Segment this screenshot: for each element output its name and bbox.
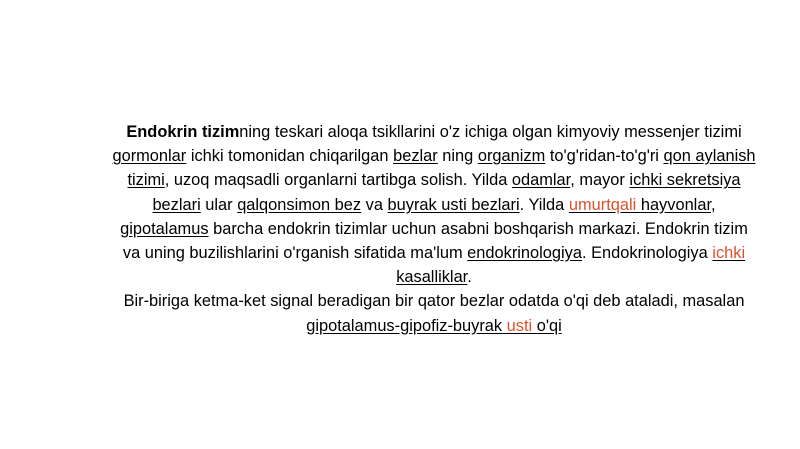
text-run: ning xyxy=(437,147,478,166)
text-run: ning teskari aloqa tsikllarini o'z ichiga olgan kimyoviy messenjer tizimi xyxy=(239,123,742,141)
text-run: . Endokrinologiya xyxy=(582,244,713,263)
text-run: Bir-biriga ketma-ket signal beradigan bir qator bezlar odatda o'qi deb ataladi, masalan xyxy=(123,292,745,311)
text-run: . xyxy=(467,268,472,287)
text-run: . Yilda xyxy=(519,195,569,214)
text-run: barcha endokrin tizimlar uchun asabni boshqarish markazi. Endokrin tizim va uning buzilishlarini o'rganish sifatida ma'lum xyxy=(122,219,748,263)
link-buyrak-usti-bezlari[interactable]: buyrak usti bezlari xyxy=(387,195,520,214)
text-run: va xyxy=(361,195,388,214)
link-qalqonsimon-bez[interactable]: qalqonsimon bez xyxy=(237,195,362,214)
link-gormonlar[interactable]: gormonlar xyxy=(112,147,187,166)
text-run: , mayor xyxy=(570,171,630,190)
paragraph-endocrine-system xyxy=(112,120,756,289)
link-gipotalamus[interactable]: gipotalamus xyxy=(120,219,209,238)
link-umurtqali[interactable]: umurtqali xyxy=(568,195,641,214)
link-usti[interactable]: usti xyxy=(502,316,533,335)
link-kasalliklar[interactable]: kasalliklar xyxy=(396,268,468,287)
link-bezlar[interactable]: bezlar xyxy=(393,147,438,166)
text-block xyxy=(112,120,756,338)
link-odamlar[interactable]: odamlar xyxy=(511,171,571,190)
link-qon-aylanish-tizimi[interactable]: qon aylanish tizimi xyxy=(127,147,756,190)
link-ichki-sekretsiya-bezlari[interactable]: ichki sekretsiya bezlari xyxy=(152,171,741,214)
text-run: ichki tomonidan chiqarilgan xyxy=(186,147,394,166)
text-run: , xyxy=(711,195,716,214)
text-run: to'g'ridan-to'g'ri xyxy=(545,147,664,166)
text-run: , uzoq maqsadli organlarni tartibga solish. Yilda xyxy=(164,171,512,190)
link-ichki[interactable]: ichki xyxy=(712,244,746,263)
link-oqi[interactable]: o'qi xyxy=(532,316,562,335)
link-endokrinologiya[interactable]: endokrinologiya xyxy=(467,244,582,263)
link-gipotalamus-gipofiz-buyrak[interactable]: gipotalamus-gipofiz-buyrak xyxy=(306,316,503,335)
term-endokrin-tizim: Endokrin tizim xyxy=(126,123,240,141)
link-organizm[interactable]: organizm xyxy=(477,147,546,166)
text-run: ular xyxy=(200,195,238,214)
link-hayvonlar[interactable]: hayvonlar xyxy=(640,195,711,214)
paragraph-axis xyxy=(112,289,756,337)
